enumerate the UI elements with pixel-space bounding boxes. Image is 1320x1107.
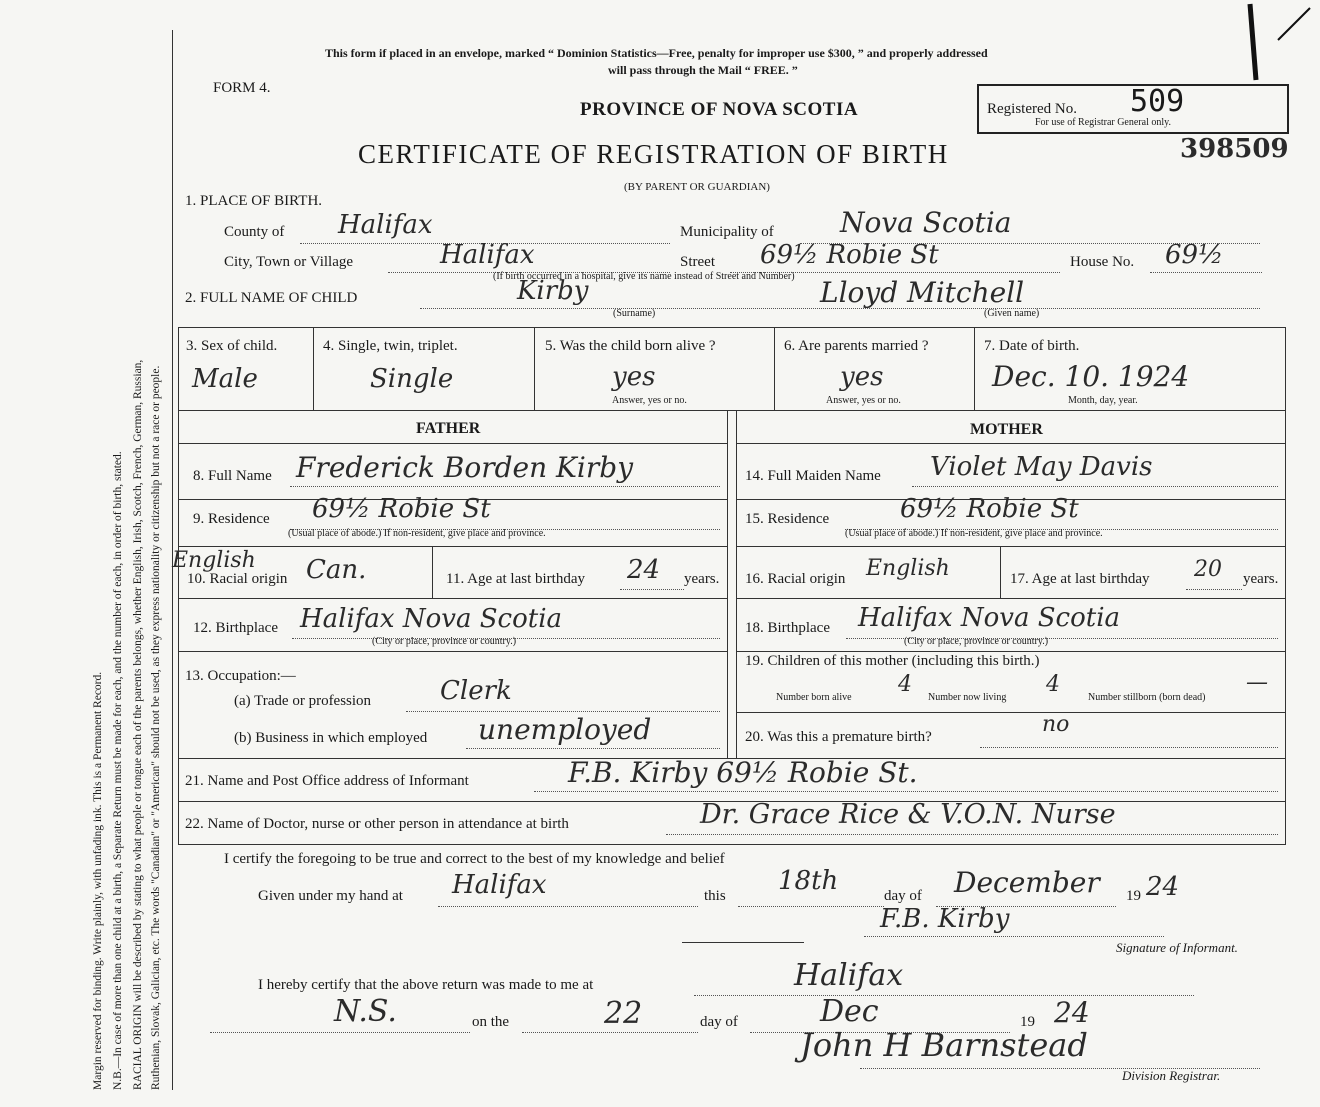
- registrar-signature: John H Barnstead: [800, 1026, 1088, 1064]
- mother-racial-label: 16. Racial origin: [745, 571, 846, 587]
- child-name-label: 2. FULL NAME OF CHILD: [185, 290, 358, 306]
- given-place-value: Halifax: [452, 870, 547, 900]
- divider-rule: [682, 942, 804, 943]
- margin-note-racial-origin-2: Ruthenian, Slovak, Galician, etc. The words "Canadian" or "American" should not be used, as they express nationality or citizenship but not a race or people.: [150, 365, 162, 1090]
- mother-birthplace-label: 18. Birthplace: [745, 620, 830, 636]
- mother-heading: MOTHER: [970, 421, 1043, 438]
- margin-note-multiple-births: N.B.—In case of more than one child at a birth, a Separate Return must be made for each, and the number of each, in order of birth, stated.: [112, 451, 124, 1090]
- mother-residence-value: 69½ Robie St: [900, 494, 1079, 524]
- married-label: 6. Are parents married ?: [784, 338, 929, 354]
- municipality-value: Nova Scotia: [840, 206, 1012, 239]
- father-birthplace-value: Halifax Nova Scotia: [300, 604, 563, 634]
- mother-birthplace-caption: (City or place, province or country.): [904, 636, 1049, 647]
- child-surname-value: Kirby: [517, 276, 589, 306]
- given-this-label: this: [704, 888, 726, 904]
- stamp-number: 398509: [1180, 134, 1289, 164]
- registrar-signature-caption: Division Registrar.: [1122, 1068, 1221, 1083]
- children-of-mother-label: 19. Children of this mother (including this birth.): [745, 653, 1040, 669]
- given-day-value: 18th: [778, 866, 839, 896]
- city-value: Halifax: [440, 240, 535, 270]
- given-month-value: December: [954, 866, 1100, 899]
- now-living-value: 4: [1046, 672, 1060, 697]
- given-year-value: 24: [1146, 872, 1180, 902]
- envelope-note: This form if placed in an envelope, marked “ Dominion Statistics—Free, penalty for improper use $300, ” and properly addressed: [325, 46, 988, 60]
- father-residence-label: 9. Residence: [193, 511, 270, 527]
- father-name-value: Frederick Borden Kirby: [296, 451, 634, 484]
- married-caption: Answer, yes or no.: [826, 395, 901, 406]
- plurality-value: Single: [370, 364, 454, 394]
- trade-label: (a) Trade or profession: [234, 693, 372, 709]
- registered-label: Registered No.: [987, 101, 1077, 117]
- business-label: (b) Business in which employed: [234, 730, 428, 746]
- child-given-value: Lloyd Mitchell: [820, 276, 1025, 309]
- father-heading: FATHER: [416, 420, 481, 437]
- alive-label: 5. Was the child born alive ?: [545, 338, 716, 354]
- street-value: 69½ Robie St: [760, 240, 939, 270]
- registrar-on-the-label: on the: [472, 1014, 510, 1030]
- mother-birthplace-value: Halifax Nova Scotia: [858, 603, 1121, 633]
- father-racial-label: 10. Racial origin: [187, 571, 288, 587]
- registrar-year-prefix: 19: [1020, 1014, 1035, 1030]
- plurality-label: 4. Single, twin, triplet.: [323, 338, 458, 354]
- given-year-prefix: 19: [1126, 888, 1141, 904]
- attendant-label: 22. Name of Doctor, nurse or other person in attendance at birth: [185, 816, 569, 832]
- street-label: Street: [680, 254, 715, 270]
- margin-note-racial-origin: RACIAL ORIGIN will be described by stating to what people or tongue each of the parents belongs, whether English, Irish, Scotch, French, German, Russian,: [132, 359, 144, 1090]
- occupation-label: 13. Occupation:—: [185, 668, 296, 684]
- registrar-year-value: 24: [1054, 996, 1090, 1029]
- certificate-subtitle: (BY PARENT OR GUARDIAN): [624, 181, 770, 193]
- informant-signature-caption: Signature of Informant.: [1116, 940, 1238, 955]
- surname-caption: (Surname): [613, 308, 656, 319]
- registrar-month-value: Dec: [820, 994, 879, 1029]
- dob-caption: Month, day, year.: [1068, 395, 1138, 406]
- margin-note-binding: Margin reserved for binding. Write plainly, with unfading ink. This is a Permanent Record.: [92, 671, 104, 1090]
- mother-residence-label: 15. Residence: [745, 511, 830, 527]
- now-living-label: Number now living: [928, 692, 1007, 703]
- mother-age-label: 17. Age at last birthday: [1010, 571, 1150, 587]
- father-birthplace-caption: (City or place, province or country.): [372, 636, 517, 647]
- mother-residence-caption: (Usual place of abode.) If non-resident, give place and province.: [845, 528, 1103, 539]
- given-day-of-label: day of: [884, 888, 922, 904]
- municipality-label: Municipality of: [680, 224, 774, 240]
- check-mark-icon: [1238, 0, 1318, 100]
- certify-statement: I certify the foregoing to be true and correct to the best of my knowledge and belief: [224, 851, 725, 867]
- father-racial-value: Can.: [306, 555, 367, 585]
- alive-value: yes: [612, 362, 656, 392]
- mother-name-value: Violet May Davis: [930, 452, 1153, 482]
- father-racial-prefix: English: [172, 548, 256, 573]
- born-alive-value: 4: [898, 672, 912, 697]
- informant-label: 21. Name and Post Office address of Informant: [185, 773, 469, 789]
- given-caption: (Given name): [984, 308, 1040, 319]
- father-age-unit: years.: [684, 571, 720, 587]
- county-value: Halifax: [338, 210, 433, 240]
- father-age-value: 24: [627, 555, 661, 585]
- mother-racial-value: English: [866, 556, 950, 581]
- sex-value: Male: [192, 364, 258, 394]
- father-birthplace-label: 12. Birthplace: [193, 620, 278, 636]
- informant-signature: F.B. Kirby: [880, 904, 1010, 934]
- registrar-note: For use of Registrar General only.: [1035, 117, 1171, 128]
- married-value: yes: [840, 362, 884, 392]
- father-residence-caption: (Usual place of abode.) If non-resident, give place and province.: [288, 528, 546, 539]
- father-name-label: 8. Full Name: [193, 468, 272, 484]
- stillborn-label: Number stillborn (born dead): [1088, 692, 1206, 703]
- envelope-note-2: will pass through the Mail “ FREE. ”: [608, 63, 798, 77]
- stillborn-value: —: [1246, 670, 1268, 695]
- registrar-day-value: 22: [604, 996, 643, 1031]
- dob-value: Dec. 10. 1924: [992, 360, 1190, 393]
- informant-value: F.B. Kirby 69½ Robie St.: [568, 756, 918, 789]
- premature-value: no: [1042, 712, 1070, 737]
- province-heading: PROVINCE OF NOVA SCOTIA: [580, 99, 859, 120]
- registrar-place-value-2: N.S.: [334, 994, 397, 1029]
- house-number-value: 69½: [1165, 240, 1224, 270]
- father-residence-value: 69½ Robie St: [312, 494, 491, 524]
- given-label: Given under my hand at: [258, 888, 403, 904]
- trade-value: Clerk: [440, 676, 512, 706]
- registered-value: 509: [1130, 84, 1185, 119]
- hospital-note: (If birth occurred in a hospital, give its name instead of Street and Number): [493, 271, 795, 282]
- mother-name-label: 14. Full Maiden Name: [745, 468, 881, 484]
- certificate-title: CERTIFICATE OF REGISTRATION OF BIRTH: [358, 139, 949, 169]
- registrar-statement: I hereby certify that the above return was made to me at: [258, 977, 594, 993]
- sex-label: 3. Sex of child.: [186, 338, 278, 354]
- alive-caption: Answer, yes or no.: [612, 395, 687, 406]
- business-value: unemployed: [478, 713, 652, 746]
- dob-label: 7. Date of birth.: [984, 338, 1080, 354]
- registrar-place-value: Halifax: [794, 958, 904, 993]
- city-label: City, Town or Village: [224, 254, 354, 270]
- form-number: FORM 4.: [213, 80, 271, 96]
- house-number-label: House No.: [1070, 254, 1135, 270]
- county-label: County of: [224, 224, 285, 240]
- premature-label: 20. Was this a premature birth?: [745, 729, 932, 745]
- born-alive-label: Number born alive: [776, 692, 852, 703]
- registrar-day-of-label: day of: [700, 1014, 738, 1030]
- mother-age-value: 20: [1194, 557, 1222, 582]
- place-of-birth-heading: 1. PLACE OF BIRTH.: [185, 193, 323, 209]
- attendant-value: Dr. Grace Rice & V.O.N. Nurse: [700, 799, 1116, 830]
- father-age-label: 11. Age at last birthday: [446, 571, 585, 587]
- mother-age-unit: years.: [1243, 571, 1279, 587]
